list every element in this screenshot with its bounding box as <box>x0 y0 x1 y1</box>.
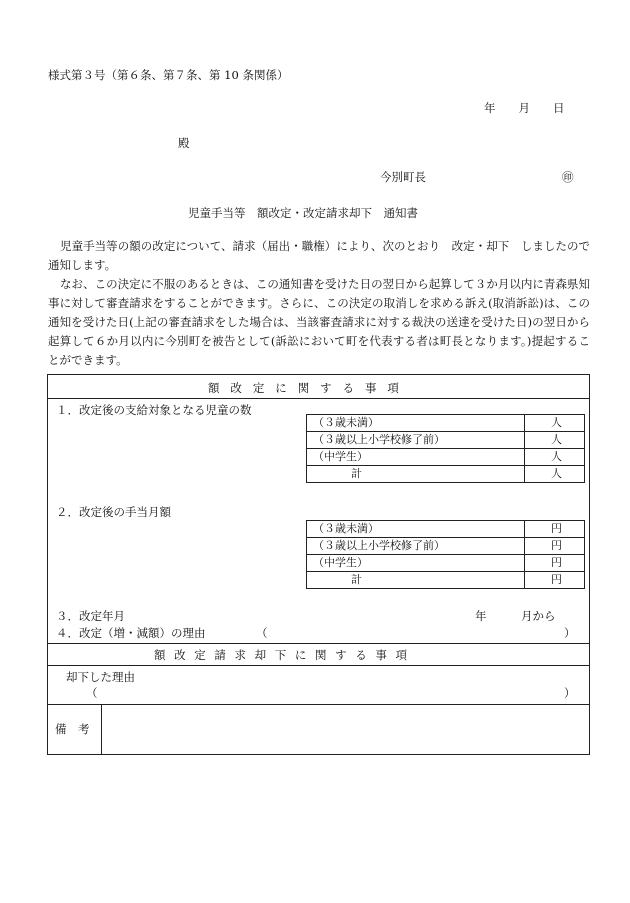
item1-label: １．改定後の支給対象となる児童の数 <box>56 403 252 417</box>
table-row <box>307 449 585 466</box>
paragraph-2 <box>48 275 590 370</box>
table-row <box>307 432 585 449</box>
monthly-amount-table <box>306 520 585 589</box>
row-label: （３歳以上小学校修了前） <box>307 538 525 555</box>
table-row <box>307 466 585 483</box>
table-row <box>307 555 585 572</box>
children-count-table <box>306 414 585 483</box>
issuer-name: 今別町長 <box>380 170 426 184</box>
row-unit: 円 <box>524 572 584 589</box>
paragraph-1-text: 児童手当等の額の改定について、請求（届出・職権）により、次のとおり 改定・却下 しましたので通知します。 <box>48 239 590 272</box>
rejection-reason-label: 却下した理由 <box>66 670 135 684</box>
table-row <box>307 572 585 589</box>
paren-close: ） <box>564 686 576 700</box>
row-unit: 人 <box>524 432 584 449</box>
row-unit: 人 <box>524 449 584 466</box>
table-row <box>307 415 585 432</box>
revision-section-header: 額改定に関する事項 <box>208 381 410 395</box>
item3-label: ３．改定年月 <box>56 609 125 623</box>
divider <box>47 398 590 399</box>
remarks-label: 備 考 <box>55 722 90 736</box>
row-label: （３歳以上小学校修了前） <box>307 432 525 449</box>
item2-label: ２．改定後の手当月額 <box>56 505 171 519</box>
date-line: 年 月 日 <box>484 101 565 115</box>
document-title: 児童手当等 額改定・改定請求却下 通知書 <box>188 206 418 220</box>
paragraph-2-text: なお、この決定に不服のあるときは、この通知書を受けた日の翌日から起算して３か月以内に青森県知事に対して審査請求をすることができます。さらに、この決定の取消しを求める訴え(取消訴訟)は、この通知を受けた日(上記の審査請求をした場合は、当該審査請求に対する裁決の送達を受けた日)の翌日から起算して６か月以内に今別町を被告として(訴訟において町を代表する者は町長となります。)提起することができます。 <box>48 277 590 367</box>
paragraph-1 <box>48 237 590 275</box>
divider <box>47 704 590 705</box>
row-unit: 人 <box>524 415 584 432</box>
row-label: （３歳未満） <box>307 521 525 538</box>
divider <box>47 643 590 644</box>
row-label: （中学生） <box>307 555 525 572</box>
row-label: 計 <box>307 466 525 483</box>
row-unit: 円 <box>524 538 584 555</box>
table-row <box>307 538 585 555</box>
row-label: （３歳未満） <box>307 415 525 432</box>
remarks-divider <box>101 704 102 755</box>
addressee-suffix: 殿 <box>178 136 190 150</box>
row-unit: 人 <box>524 466 584 483</box>
form-number: 様式第３号（第６条、第７条、第 10 条関係） <box>48 68 289 82</box>
row-label: （中学生） <box>307 449 525 466</box>
item4-label: ４．改定（増・減額）の理由 <box>56 626 206 640</box>
seal-mark: ㊞ <box>562 170 574 184</box>
rejection-section-header: 額改定請求却下に関する事項 <box>154 648 416 662</box>
paren-close: ） <box>564 626 576 640</box>
table-row <box>307 521 585 538</box>
paren-open: （ <box>86 686 98 700</box>
row-label: 計 <box>307 572 525 589</box>
row-unit: 円 <box>524 555 584 572</box>
row-unit: 円 <box>524 521 584 538</box>
item3-value: 年 月から <box>475 609 556 623</box>
paren-open: （ <box>256 626 268 640</box>
divider <box>47 665 590 666</box>
